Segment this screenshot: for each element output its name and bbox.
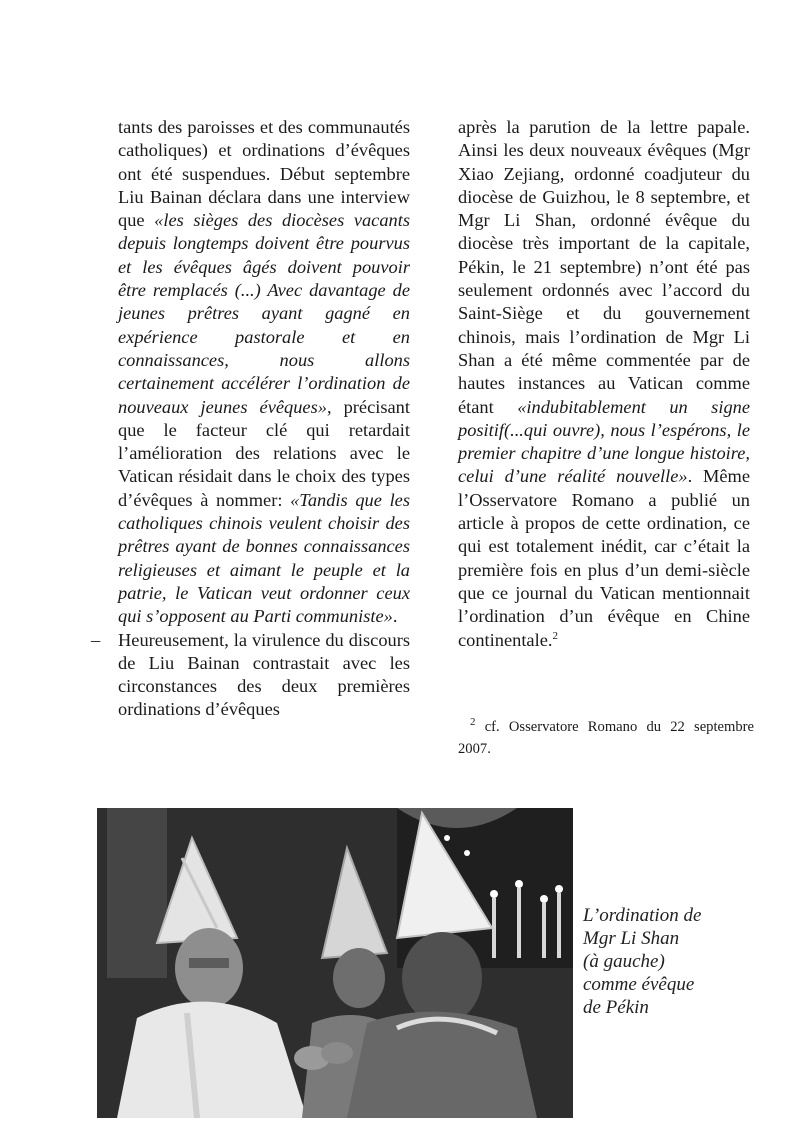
footnote bbox=[458, 716, 754, 760]
quote-liu-bainan-1: «les sièges des diocèses vacants depuis longtemps doivent être pourvus et les évêques âgés doivent pouvoir être remplacés (...) Avec davantage de jeunes prêtres ayant gagné en expérience pastorale et en connaissances, nous allons certainement accélérer l’ordination de nouveaux jeunes évêques» bbox=[118, 210, 410, 417]
caption-line: comme évêque bbox=[583, 974, 695, 995]
para1-text-a: tants des paroisses et des communautés catholiques) et ordinations d’évêques ont été suspendues. Début septembre Liu Bainan déclara dans une interview que bbox=[118, 117, 410, 231]
paragraph-1 bbox=[118, 116, 410, 629]
right-column bbox=[458, 116, 750, 652]
para1-text-b: , précisant que le facteur clé qui retardait l’amélioration des relations avec le Vatican résidait dans le choix des types d’évêques à nommer: bbox=[118, 396, 410, 510]
para3-text-b: . Même l’Osservatore Romano a publié un article à propos de cette ordination, ce qui est totalement inédit, car c’était la première fois en plus d’un demi-siècle que ce journal du Vatican mentionnait l’ordination d’un évêque en Chine continentale. bbox=[458, 466, 750, 650]
caption-line: L’ordination de bbox=[583, 905, 702, 926]
paragraph-2 bbox=[91, 629, 410, 722]
caption-line: (à gauche) bbox=[583, 951, 665, 972]
para2-text: Heureusement, la virulence du discours de Liu Bainan contrastait avec les circonstances des deux premières ordinations d’évêques bbox=[118, 629, 410, 720]
dash-marker: – bbox=[91, 629, 101, 650]
caption-line: de Pékin bbox=[583, 997, 649, 1018]
left-column bbox=[91, 116, 411, 722]
quote-vatican: «indubitablement un signe positif(...qui ouvre), nous l’espérons, le premier chapitre d’une longue histoire, celui d’une réalité nouvelle» bbox=[458, 396, 750, 487]
ordination-photo bbox=[97, 808, 573, 1118]
quote-liu-bainan-2: «Tandis que les catholiques chinois veulent choisir des prêtres ayant de bonnes connaissances religieuses et aimant le peuple et la patrie, le Vatican veut ordonner ceux qui s’opposent au Parti communiste» bbox=[118, 489, 411, 627]
caption-line: Mgr Li Shan bbox=[583, 928, 680, 949]
photo-caption bbox=[583, 904, 773, 1019]
footnote-text: cf. Osservatore Romano du 22 septembre 2007. bbox=[458, 719, 754, 757]
paragraph-3 bbox=[458, 116, 750, 652]
para3-text-a: après la parution de la lettre papale. Ainsi les deux nouveaux évêques (Mgr Xiao Zejiang, ordonné coadjuteur du diocèse de Guizhou, le 8 septembre, et Mgr Li Shan, ordonné évêque du diocèse très important de la capitale, Pékin, le 21 septembre) n’ont été pas seulement ordonnés avec l’accord du Saint-Siège et du gouvernement chinois, mais l’ordination de Mgr Li Shan a été même commentée par de hautes instances au Vatican comme étant bbox=[458, 117, 750, 417]
footnote-number: 2 bbox=[470, 716, 476, 729]
para1-text-c: . bbox=[392, 606, 398, 627]
footnote-ref[interactable]: 2 bbox=[552, 629, 558, 642]
